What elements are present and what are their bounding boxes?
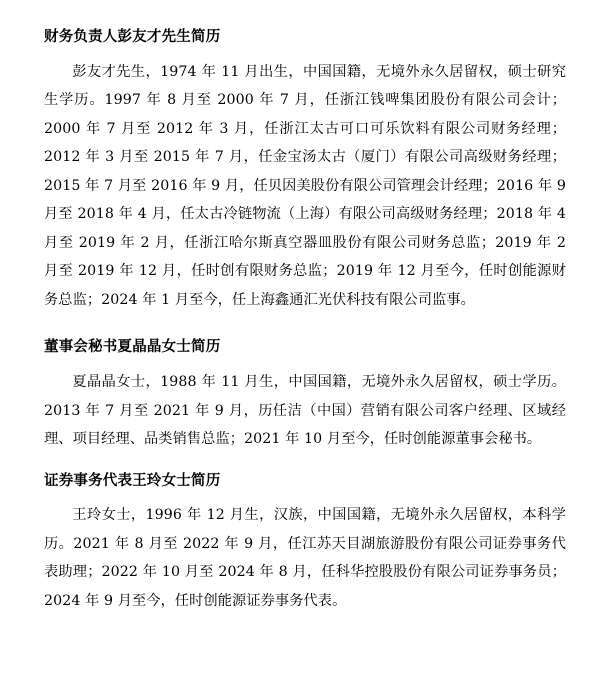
section-spacer [44,454,566,470]
section-paragraph: 夏晶晶女士，1988 年 11 月生，中国国籍，无境外永久居留权，硕士学历。2013 年 7 月至 2021 年 9 月，历任洁（中国）营销有限公司客户经理、区域经理、项目经理、品类销售总监；2021 年 10 月至今，任时创能源董事会秘书。 [44,374,566,447]
section-board-secretary [44,336,566,453]
section-paragraph: 王玲女士，1996 年 12 月生，汉族，中国国籍，无境外永久居留权，本科学历。2021 年 8 月至 2022 年 9 月，任江苏天目湖旅游股份有限公司证券事务代表助理；2022 年 10 月至 2024 年 8 月，任科华控股股份有限公司证券事务员；2024 年 9 月至今，任时创能源证券事务代表。 [44,507,566,609]
section-heading: 董事会秘书夏晶晶女士简历 [44,338,221,356]
section-spacer [44,314,566,336]
section-paragraph: 彭友才先生，1974 年 11 月出生，中国国籍，无境外永久居留权，硕士研究生学历。1997 年 8 月至 2000 年 7 月，任浙江钱啤集团股份有限公司会计；2000 年 7 月至 2012 年 3 月，任浙江太古可口可乐饮料有限公司财务经理；2012 年 3 月至 2015 年 7 月，任金宝汤太古（厦门）有限公司高级财务经理；2015 年 7 月至 2016 年 9 月，任贝因美股份有限公司管理会计经理；2016 年 9 月至 2018 年 4 月，任太古冷链物流（上海）有限公司高级财务经理；2018 年 4 月至 2019 年 2 月，任浙江哈尔斯真空器皿股份有限公司财务总监；2019 年 2 月至 2019 年 12 月，任时创有限财务总监；2019 年 12 月至今，任时创能源财务总监；2024 年 1 月至今，任上海鑫通汇光伏科技有限公司监事。 [44,63,566,308]
section-securities-representative [44,470,566,616]
section-heading: 证券事务代表王玲女士简历 [44,471,221,489]
section-heading: 财务负责人彭友才先生简历 [44,28,221,45]
section-finance-officer [44,26,566,314]
